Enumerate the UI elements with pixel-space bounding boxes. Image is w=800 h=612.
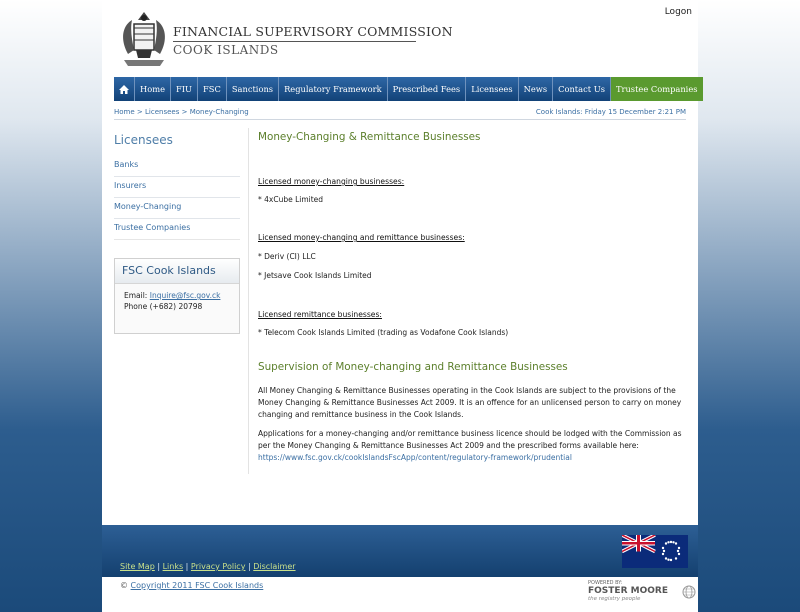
brand-divider — [173, 41, 416, 42]
section-heading-money-changing: Licensed money-changing businesses: — [258, 177, 405, 186]
main-nav — [114, 77, 698, 101]
breadcrumb — [114, 108, 249, 116]
contact-box — [114, 258, 240, 334]
sidebar-item-money-changing[interactable]: Money-Changing — [114, 198, 240, 219]
email-link[interactable]: Inquire@fsc.gov.ck — [149, 291, 221, 300]
cook-islands-flag-icon — [622, 535, 688, 568]
logon-link[interactable]: Logon — [664, 7, 692, 17]
sidebar-item-banks[interactable]: Banks — [114, 156, 240, 177]
section-heading-money-changing-remittance: Licensed money-changing and remittance businesses: — [258, 233, 465, 242]
nav-sanctions[interactable]: Sanctions — [227, 77, 279, 101]
list-item: * 4xCube Limited — [258, 195, 324, 204]
main-content — [258, 131, 690, 462]
nav-trustee-companies[interactable]: Trustee Companies — [611, 77, 703, 101]
section-heading-remittance: Licensed remittance businesses: — [258, 310, 382, 319]
powered-by-label: POWERED BY: — [588, 580, 623, 586]
breadcrumb-home[interactable]: Home — [114, 108, 135, 116]
footer-links-link[interactable]: Links — [162, 562, 184, 571]
globe-icon — [682, 585, 696, 599]
footer-privacy-policy[interactable]: Privacy Policy — [190, 562, 246, 571]
date-display: Cook Islands: Friday 15 December 2:21 PM — [535, 108, 686, 116]
breadcrumb-licensees[interactable]: Licensees — [145, 108, 180, 116]
list-item: * Deriv (CI) LLC — [258, 252, 316, 261]
breadcrumb-divider — [114, 119, 686, 120]
footer-band — [102, 525, 698, 577]
nav-regulatory-framework[interactable]: Regulatory Framework — [279, 77, 388, 101]
list-item: * Telecom Cook Islands Limited (trading as Vodafone Cook Islands) — [258, 328, 509, 337]
phone-number: Phone (+682) 20798 — [124, 302, 203, 311]
copyright — [120, 581, 263, 590]
prudential-link[interactable]: https://www.fsc.gov.ck/cookIslandsFscApp/content/regulatory-framework/prudential — [258, 453, 572, 462]
brand-title: FINANCIAL SUPERVISORY COMMISSION — [173, 24, 453, 39]
nav-prescribed-fees[interactable]: Prescribed Fees — [388, 77, 467, 101]
supervision-paragraph: All Money Changing & Remittance Businesses operating in the Cook Islands are subject to the provisions of the Money Changing & Remittance Businesses Act 2009. It is an offence for an unlicensed person to carry on money changing and remittance business in the Cook Islands. — [258, 386, 682, 419]
column-divider — [248, 128, 249, 474]
powered-by-logo — [588, 580, 698, 608]
coat-of-arms-logo — [114, 10, 174, 70]
nav-home-icon-button[interactable] — [114, 77, 135, 101]
footer-links: Site Map | Links | Privacy Policy | Disclaimer — [120, 562, 296, 571]
home-icon — [119, 85, 129, 94]
breadcrumb-sep: > — [136, 108, 143, 116]
copyright-link[interactable]: Copyright 2011 FSC Cook Islands — [130, 581, 264, 590]
nav-contact-us[interactable]: Contact Us — [553, 77, 611, 101]
contact-box-title: FSC Cook Islands — [115, 259, 239, 284]
powered-by-tagline: the registry people — [588, 596, 641, 602]
email-label: Email: — [124, 291, 148, 300]
footer-disclaimer[interactable]: Disclaimer — [253, 562, 296, 571]
page — [102, 0, 698, 612]
nav-home[interactable]: Home — [135, 77, 171, 101]
nav-fiu[interactable]: FIU — [171, 77, 198, 101]
powered-by-brand: FOSTER MOORE — [588, 586, 668, 596]
list-item: * Jetsave Cook Islands Limited — [258, 271, 372, 280]
applications-paragraph — [258, 428, 690, 464]
applications-text: Applications for a money-changing and/or remittance business licence should be lodged with the Commission as per the Money Changing & Remittance Businesses Act 2009 and the prescribed forms available here: — [258, 429, 682, 450]
sidebar-item-insurers[interactable]: Insurers — [114, 177, 240, 198]
supervision-title: Supervision of Money-changing and Remittance Businesses — [258, 361, 568, 373]
page-title: Money-Changing & Remittance Businesses — [258, 131, 481, 143]
sidebar-item-trustee-companies[interactable]: Trustee Companies — [114, 219, 240, 240]
sidebar-nav — [114, 156, 240, 240]
copyright-symbol: © — [120, 581, 128, 590]
brand-subtitle: COOK ISLANDS — [173, 43, 279, 57]
breadcrumb-current[interactable]: Money-Changing — [189, 108, 249, 116]
breadcrumb-sep: > — [181, 108, 188, 116]
sidebar-title: Licensees — [114, 133, 173, 147]
nav-fsc[interactable]: FSC — [198, 77, 227, 101]
footer-site-map[interactable]: Site Map — [120, 562, 155, 571]
nav-news[interactable]: News — [519, 77, 554, 101]
nav-licensees[interactable]: Licensees — [466, 77, 518, 101]
